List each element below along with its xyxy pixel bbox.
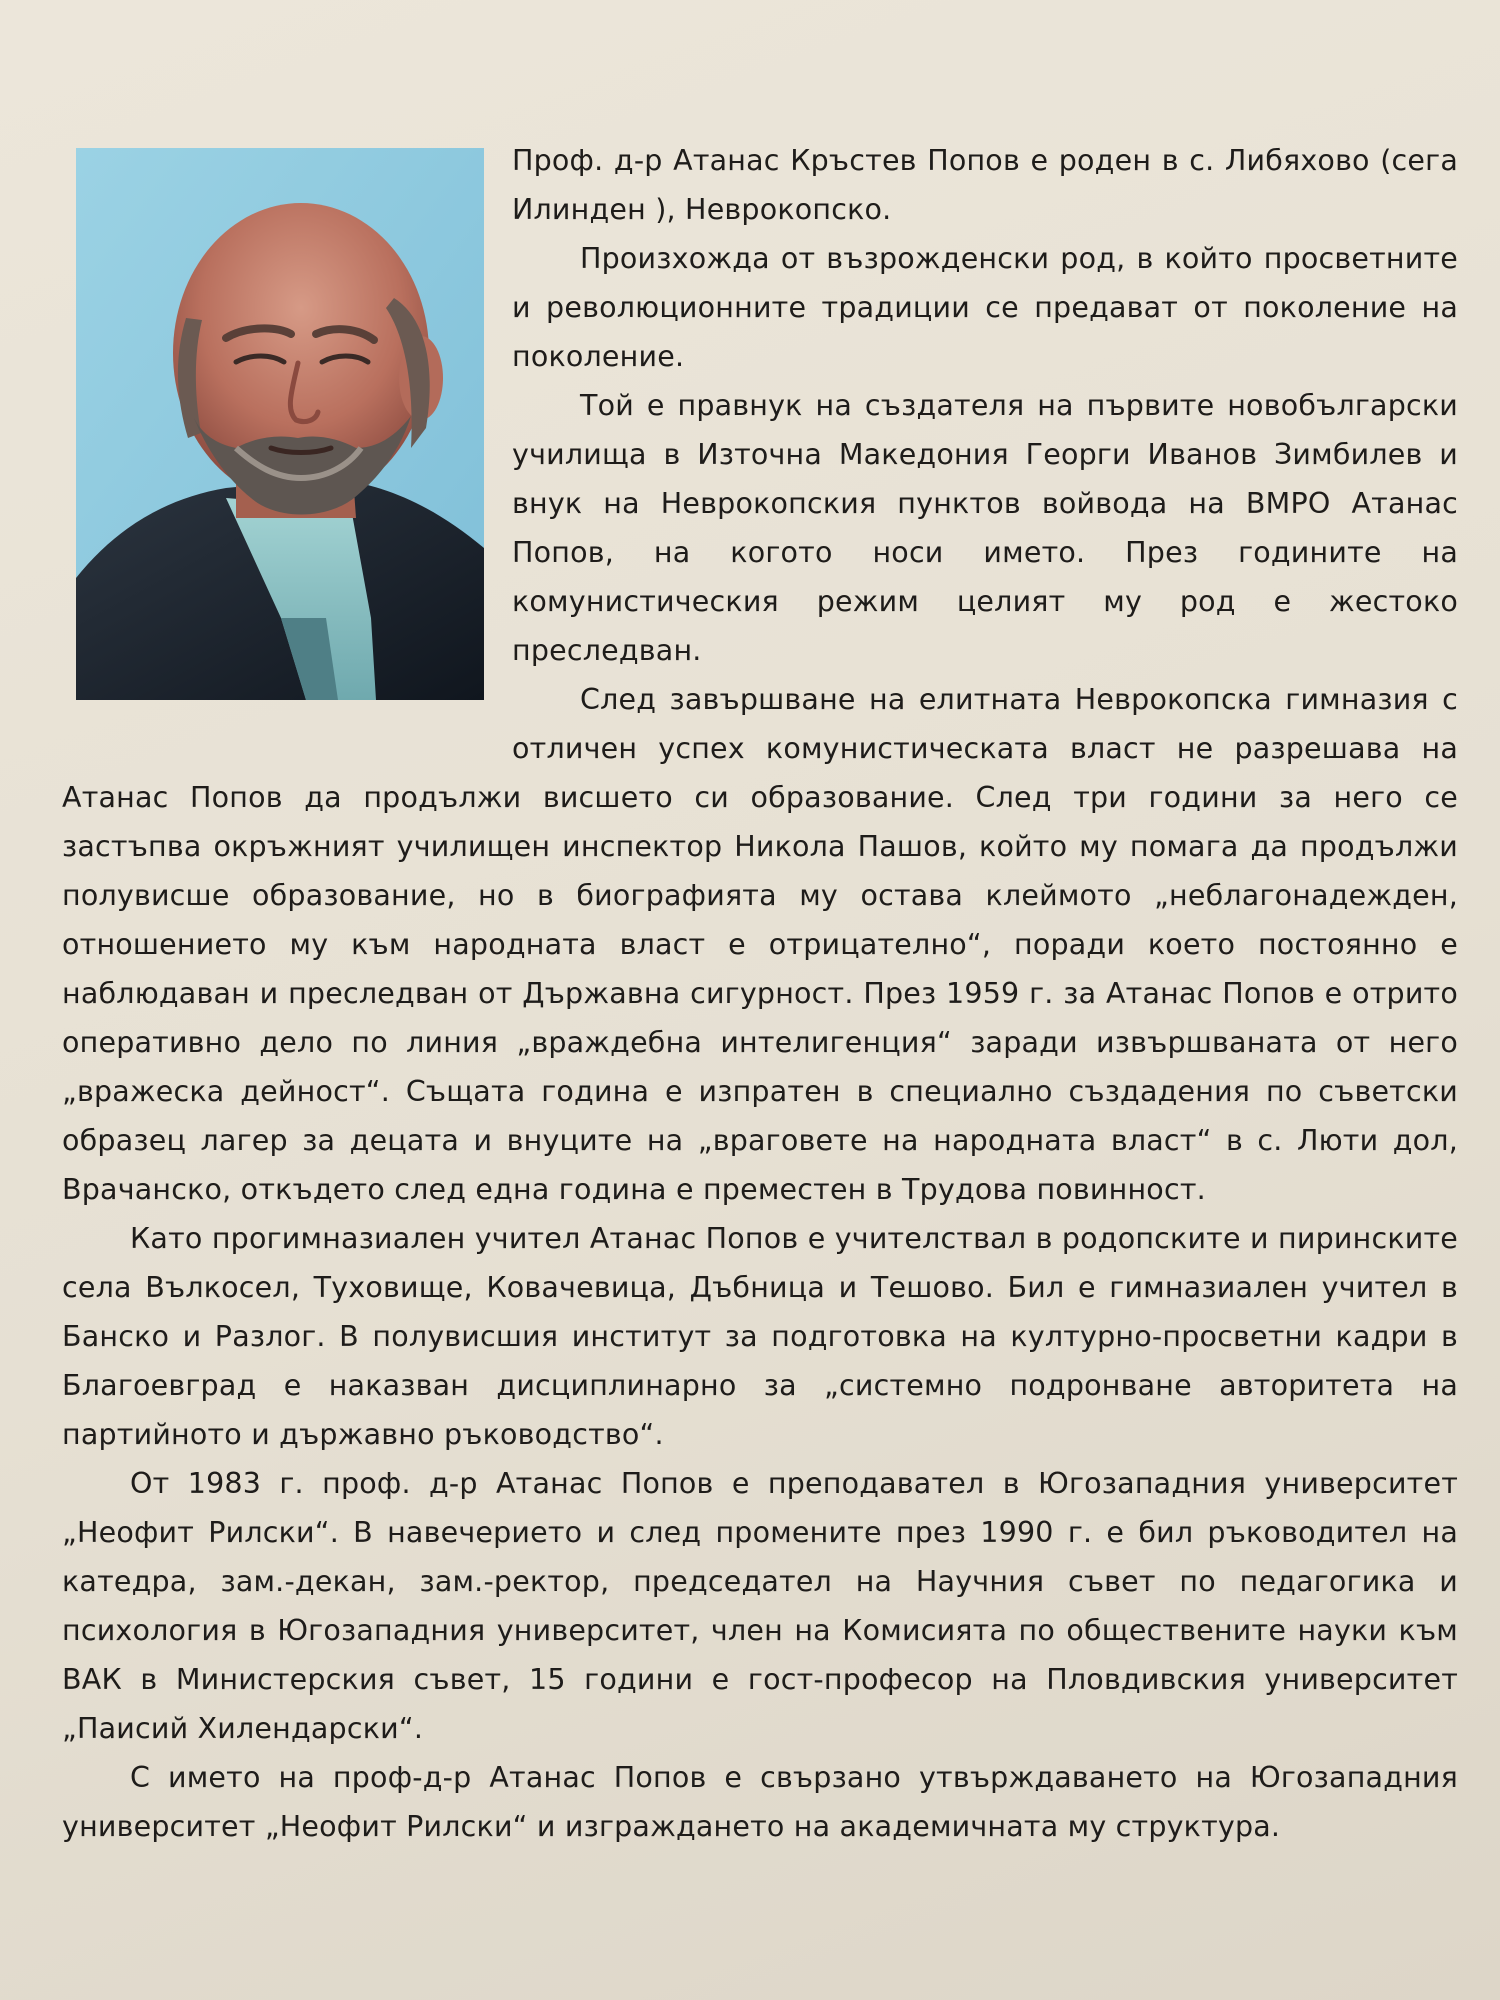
photo-spacer <box>62 136 512 726</box>
paragraph-teaching-career: Като прогимназиален учител Атанас Попов е учителствал в родопските и пиринските села Вълкосел, Туховище, Ковачевица, Дъбница и Тешово. Бил е гимназиален учител в Банско и Разлог. В полувисшия институт за подготовка на културно-просветни кадри в Благоевград е наказван дисциплинарно за „системно подронване авторитета на партийното и държавно ръководство“. <box>62 1222 1458 1451</box>
paragraph-education-persecution: След завършване на елитната Неврокопска гимназия с отличен успех комунистическата власт не разрешава на Атанас Попов да продължи висшето си образование. След три години за него се застъпва окръжният училищен инспектор Никола Пашов, който му помага да продължи полувисше образование, но в биографията му остава клеймото „неблагонадежден, отношението му към народната власт е отрицателно“, поради което постоянно е наблюдаван и преследван от Държавна сигурност. През 1959 г. за Атанас Попов е отрито оперативно дело по линия „враждебна интелигенция“ заради извършваната от него „вражеска дейност“. Същата година е изпратен в специално създадения по съветски образец лагер за децата и внуците на „враговете на народната власт“ в с. Люти дол, Врачанско, откъдето след една година е преместен в Трудова повинност. <box>62 683 1458 1206</box>
paragraph-legacy: С името на проф-д-р Атанас Попов е свързано утвърждаването на Югозападния университет „Неофит Рилски“ и изграждането на академичната му структура. <box>62 1761 1458 1843</box>
paragraph-university-career: От 1983 г. проф. д-р Атанас Попов е преподавател в Югозападния университет „Неофит Рилски“. В навечерието и след промените през 1990 г. е бил ръководител на катедра, зам.-декан, зам.-ректор, председател на Научния съвет по педагогика и психология в Югозападния университет, член на Комисията по обществените науки към ВАК в Министерския съвет, 15 години е гост-професор на Пловдивския университет „Паисий Хилендарски“. <box>62 1467 1458 1745</box>
biography-text <box>62 136 1458 1851</box>
paragraph-birth: Проф. д-р Атанас Кръстев Попов е роден в с. Либяхово (сега Илинден ), Неврокопско. <box>512 144 1458 226</box>
paragraph-family: Той е правнук на създателя на първите новобългарски училища в Източна Македония Георги Иванов Зимбилев и внук на Неврокопския пунктов войвода на ВМРО Атанас Попов, на когото носи името. През годините на комунистическия режим целият му род е жестоко преследван. <box>512 389 1458 667</box>
paragraph-origin: Произхожда от възрожденски род, в който просветните и революционните традиции се предават от поколение на поколение. <box>512 242 1458 373</box>
